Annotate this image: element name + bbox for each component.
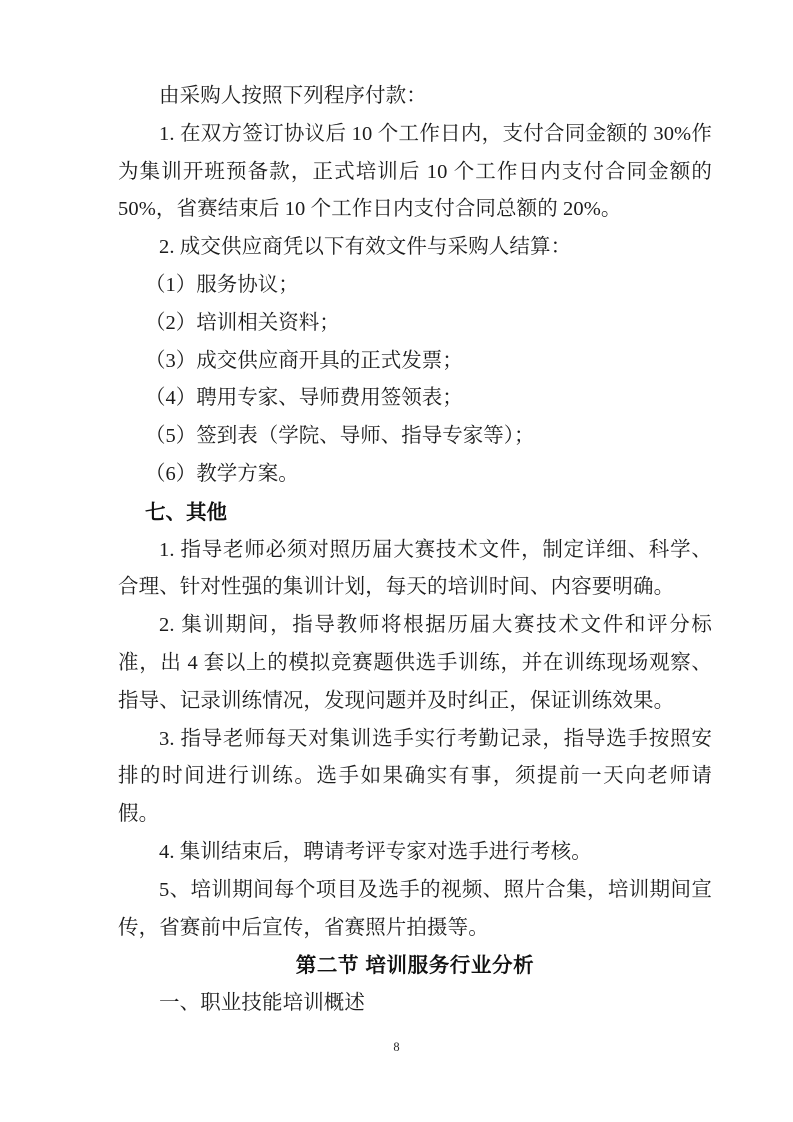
page-number: 8: [393, 1040, 400, 1054]
paragraph-other-item-4: 4. 集训结束后，聘请考评专家对选手进行考核。: [159, 840, 592, 863]
paragraph-other-item-2: 2. 集训期间，指导教师将根据历届大赛技术文件和评分标准，出 4 套以上的模拟竞赛题供选手训练，并在训练现场观察、指导、记录训练情况，发现问题并及时纠正，保证训练效果。: [118, 614, 712, 712]
list-item-settlement-doc-6: （6）教学方案。: [145, 462, 299, 485]
document-body: [118, 78, 712, 1023]
heading-section-seven: 七、其他: [145, 500, 227, 524]
paragraph-payment-item-2: 2. 成交供应商凭以下有效文件与采购人结算：: [159, 236, 572, 259]
paragraph-other-item-5: 5、培训期间每个项目及选手的视频、照片合集，培训期间宣传，省赛前中后宣传，省赛照片拍摄等。: [118, 878, 712, 939]
list-item-settlement-doc-2: （2）培训相关资料；: [145, 311, 340, 334]
list-item-settlement-doc-4: （4）聘用专家、导师费用签领表；: [145, 387, 463, 410]
paragraph-intro-payment: 由采购人按照下列程序付款：: [159, 85, 427, 107]
paragraph-payment-item-1: 1. 在双方签订协议后 10 个工作日内，支付合同金额的 30%作为集训开班预备款，正式培训后 10 个工作日内支付合同金额的 50%，省赛结束后 10 个工作日内支付合同总额的 20%。: [118, 122, 712, 221]
paragraph-subsection-one: 一、职业技能培训概述: [159, 992, 365, 1015]
paragraph-other-item-1: 1. 指导老师必须对照历届大赛技术文件，制定详细、科学、合理、针对性强的集训计划，每天的培训时间、内容要明确。: [118, 538, 712, 599]
list-item-settlement-doc-5: （5）签到表（学院、导师、指导专家等）；: [145, 425, 535, 448]
list-item-settlement-doc-3: （3）成交供应商开具的正式发票；: [145, 349, 463, 372]
list-item-settlement-doc-1: （1）服务协议；: [145, 273, 299, 296]
heading-chapter-section-two: 第二节 培训服务行业分析: [295, 954, 535, 978]
paragraph-other-item-3: 3. 指导老师每天对集训选手实行考勤记录，指导选手按照安排的时间进行训练。选手如果确实有事，须提前一天向老师请假。: [118, 727, 712, 826]
